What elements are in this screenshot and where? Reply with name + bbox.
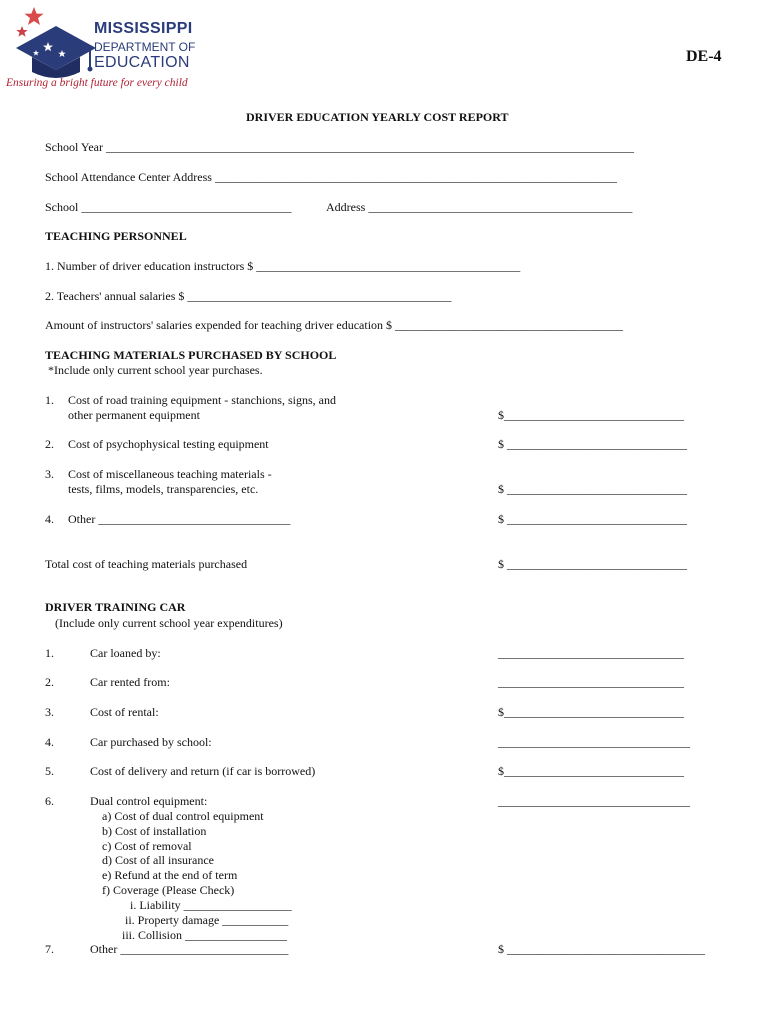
item-label-line1: Cost of miscellaneous teaching materials - [68,467,272,481]
total-materials-label: Total cost of teaching materials purchased [45,557,248,571]
coverage-collision-field[interactable]: iii. Collision _________________ [122,928,288,942]
school-year-field[interactable]: School Year ________________________________________________________________________________________ [45,140,635,154]
car-item-number: 1. [45,646,54,660]
salaries-expended-field[interactable]: Amount of instructors' salaries expended for teaching driver education $ ______________________________________ [45,318,624,332]
sub-item: d) Cost of all insurance [102,853,214,867]
car-purchased-label: Car purchased by school: [90,735,212,749]
rental-cost-field[interactable]: $______________________________ [498,705,684,719]
training-car-note: (Include only current school year expenditures) [55,616,283,630]
teacher-salaries-field[interactable]: 2. Teachers' annual salaries $ ____________________________________________ [45,289,452,303]
sub-item: a) Cost of dual control equipment [102,809,264,823]
materials-note: *Include only current school year purchases. [48,363,263,377]
teaching-personnel-heading: TEACHING PERSONNEL [45,229,187,243]
delivery-cost-label: Cost of delivery and return (if car is borrowed) [90,764,316,778]
dual-control-field[interactable]: ________________________________ [498,794,690,808]
road-equipment-cost-field[interactable]: $______________________________ [498,408,684,422]
item-label-line2: tests, films, models, transparencies, etc. [68,482,259,496]
car-other-cost-field[interactable]: $ _________________________________ [498,942,705,956]
materials-heading: TEACHING MATERIALS PURCHASED BY SCHOOL [45,348,337,362]
total-materials-cost-field[interactable]: $ ______________________________ [498,557,687,571]
page-title: DRIVER EDUCATION YEARLY COST REPORT [246,110,509,124]
logo-tagline: Ensuring a bright future for every child [6,77,188,89]
car-other-field[interactable]: Other ____________________________ [90,942,289,956]
logo-line-mississippi: MISSISSIPPI [94,20,193,37]
coverage-property-field[interactable]: ii. Property damage ___________ [125,913,289,927]
coverage-liability-field[interactable]: i. Liability __________________ [130,898,292,912]
instructors-count-field[interactable]: 1. Number of driver education instructors $ ____________________________________________ [45,259,521,273]
car-loaned-field[interactable]: _______________________________ [498,646,684,660]
item-number: 2. [45,437,54,451]
form-code: DE-4 [686,48,722,65]
graduation-cap-icon [10,6,100,81]
school-field[interactable]: School ___________________________________ [45,200,292,214]
training-car-heading: DRIVER TRAINING CAR [45,600,186,614]
rental-cost-label: Cost of rental: [90,705,159,719]
item-label-line1: Cost of psychophysical testing equipment [68,437,269,451]
delivery-cost-field[interactable]: $______________________________ [498,764,684,778]
other-materials-cost-field[interactable]: $ ______________________________ [498,512,687,526]
car-item-number: 5. [45,764,54,778]
misc-materials-cost-field[interactable]: $ ______________________________ [498,482,687,496]
item-number: 4. [45,512,54,526]
car-item-number: 3. [45,705,54,719]
mde-logo [6,6,200,96]
car-loaned-label: Car loaned by: [90,646,161,660]
logo-line-department: DEPARTMENT OF [94,40,196,54]
car-item-number: 2. [45,675,54,689]
item-number: 3. [45,467,54,481]
attendance-address-field[interactable]: School Attendance Center Address ___________________________________________________________________ [45,170,617,184]
sub-item: f) Coverage (Please Check) [102,883,235,897]
car-item-number: 4. [45,735,54,749]
other-materials-field[interactable]: Other ________________________________ [68,512,291,526]
logo-line-education: EDUCATION [94,54,190,71]
car-item-number: 6. [45,794,54,808]
car-rented-label: Car rented from: [90,675,170,689]
item-number: 1. [45,393,54,407]
item-label-line2: other permanent equipment [68,408,200,422]
address-field[interactable]: Address ____________________________________________ [326,200,633,214]
item-label-line1: Cost of road training equipment - stanchions, signs, and [68,393,336,407]
psychophysical-cost-field[interactable]: $ ______________________________ [498,437,687,451]
dual-control-label: Dual control equipment: [90,794,208,808]
sub-item: b) Cost of installation [102,824,207,838]
sub-item: e) Refund at the end of term [102,868,238,882]
car-purchased-field[interactable]: ________________________________ [498,735,690,749]
sub-item: c) Cost of removal [102,839,192,853]
car-item-number: 7. [45,942,54,956]
car-rented-field[interactable]: _______________________________ [498,675,684,689]
